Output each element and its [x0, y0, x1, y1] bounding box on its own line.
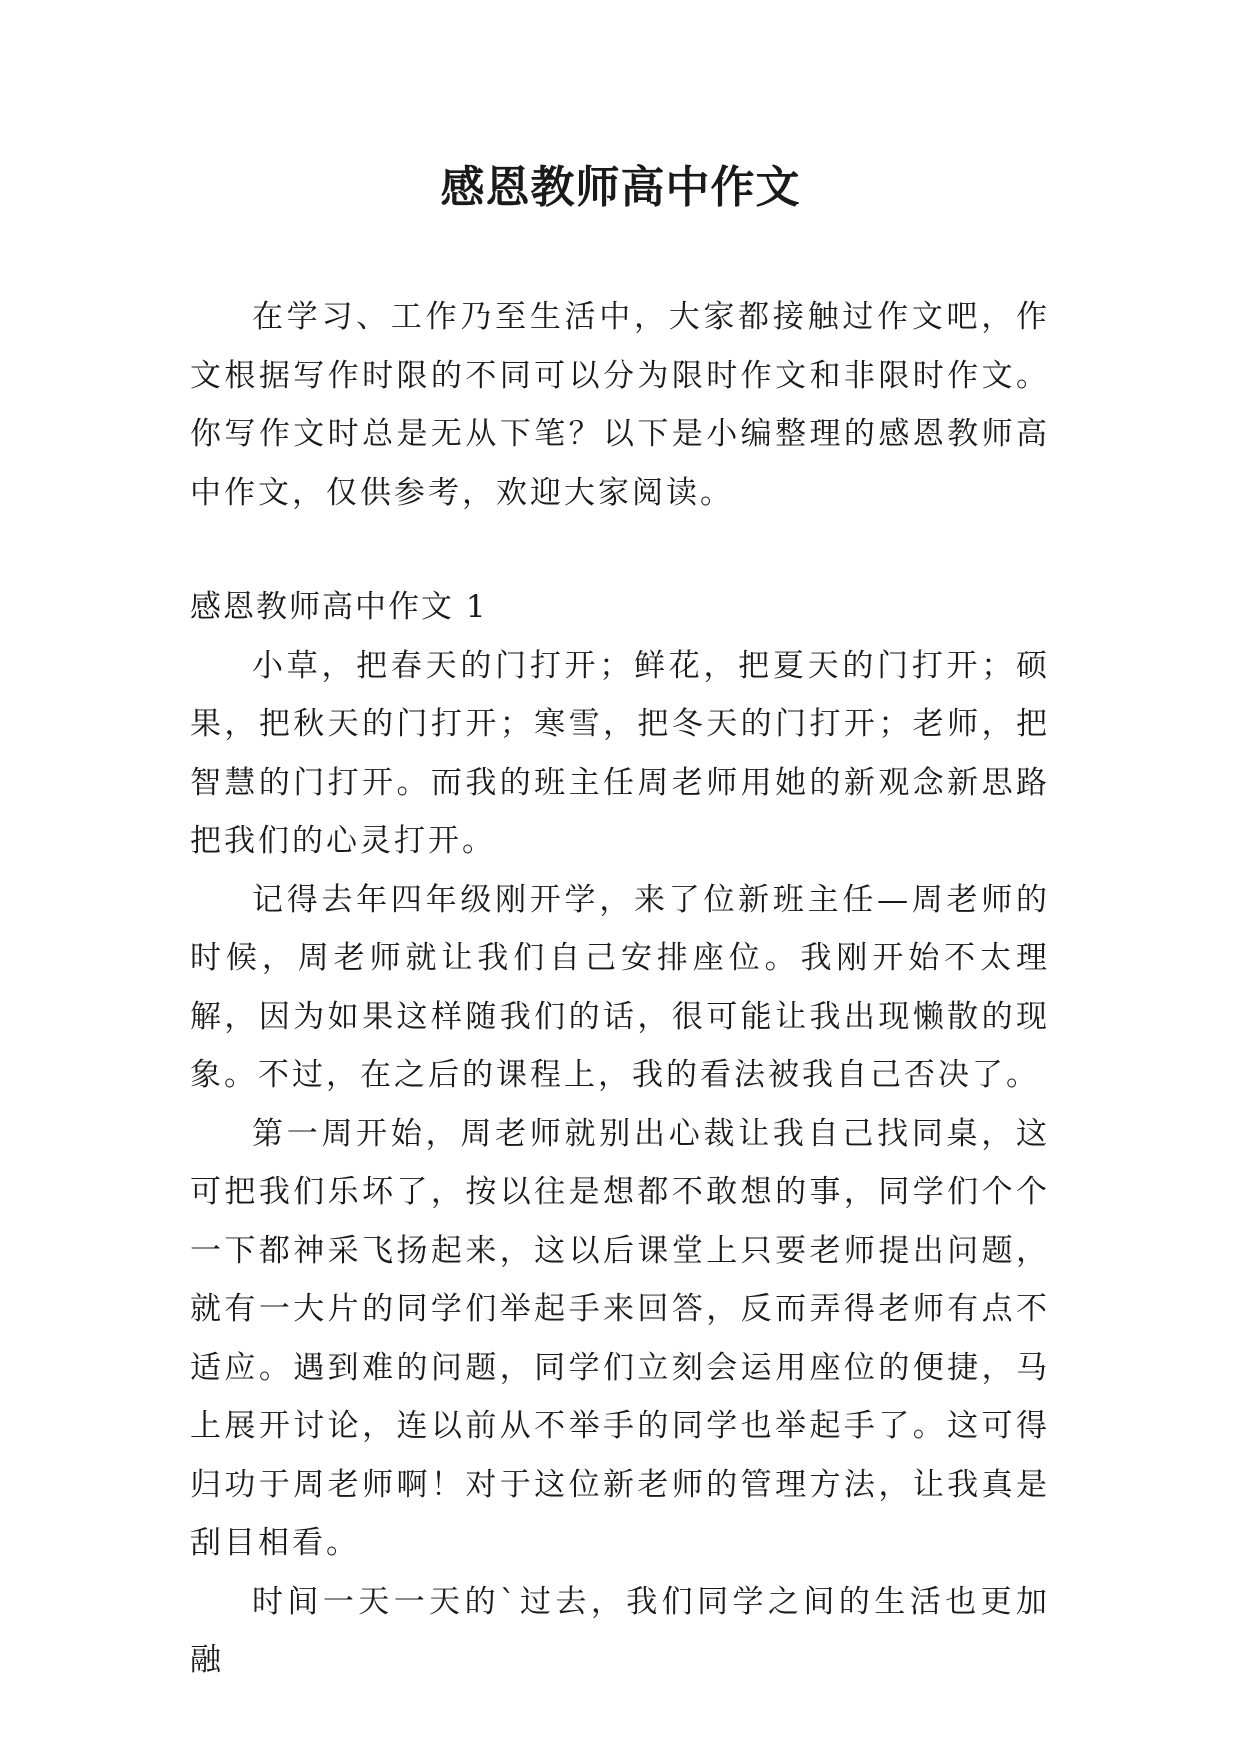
essay-paragraph: 记得去年四年级刚开学，来了位新班主任—周老师的时候，周老师就让我们自己安排座位。我刚开始不太理解，因为如果这样随我们的话，很可能让我出现懒散的现象。不过，在之后的课程上，我的看法被我自己否决了。	[190, 881, 1050, 1093]
document-title: 感恩教师高中作文	[440, 162, 801, 213]
essay-paragraph: 小草，把春天的门打开；鲜花，把夏天的门打开；硕果，把秋天的门打开；寒雪，把冬天的门打开；老师，把智慧的门打开。而我的班主任周老师用她的新观念新思路把我们的心灵打开。	[190, 647, 1050, 859]
essay-paragraph: 时间一天一天的`过去，我们同学之间的生活也更加融	[190, 1583, 1050, 1678]
essay-paragraph: 第一周开始，周老师就别出心裁让我自己找同桌，这可把我们乐坏了，按以往是想都不敢想的事，同学们个个一下都神采飞扬起来，这以后课堂上只要老师提出问题，就有一大片的同学们举起手来回答，反而弄得老师有点不适应。遇到难的问题，同学们立刻会运用座位的便捷，马上展开讨论，连以前从不举手的同学也举起手了。这可得归功于周老师啊！对于这位新老师的管理方法，让我真是刮目相看。	[190, 1115, 1050, 1561]
essay-heading: 感恩教师高中作文 1	[190, 589, 488, 625]
intro-paragraph: 在学习、工作乃至生活中，大家都接触过作文吧，作文根据写作时限的不同可以分为限时作文和非限时作文。你写作文时总是无从下笔？以下是小编整理的感恩教师高中作文，仅供参考，欢迎大家阅读。	[190, 299, 1050, 511]
essay-section	[190, 578, 1050, 1690]
